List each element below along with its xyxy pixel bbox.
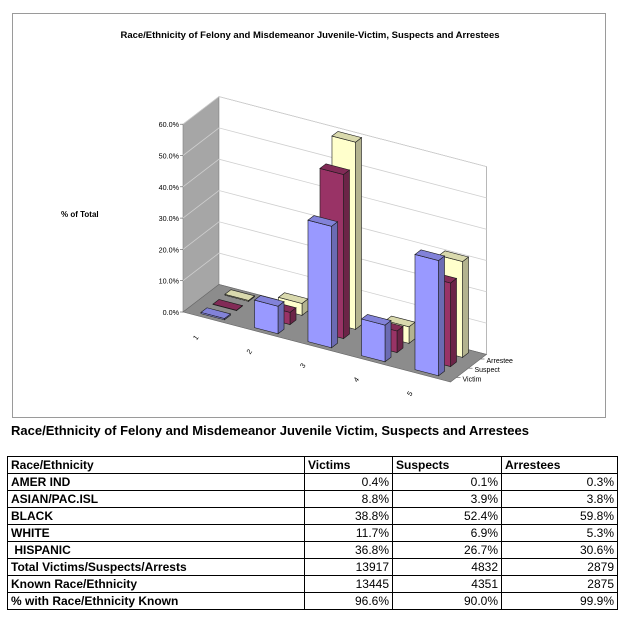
bar-victim-5 — [415, 250, 445, 376]
x-tick-label: 4 — [351, 375, 362, 384]
y-tick-label: 30.0% — [158, 214, 179, 224]
row-label: HISPANIC — [8, 542, 305, 559]
table-cell: 0.3% — [502, 474, 618, 491]
table-cell: 99.9% — [502, 593, 618, 610]
data-table — [7, 456, 618, 610]
table-cell: 3.9% — [393, 491, 502, 508]
table-row — [8, 491, 618, 508]
row-label: ASIAN/PAC.ISL — [8, 491, 305, 508]
table-cell: 4351 — [393, 576, 502, 593]
table-row — [8, 593, 618, 610]
row-label: BLACK — [8, 508, 305, 525]
chart-frame — [12, 13, 606, 418]
table-cell: 0.1% — [393, 474, 502, 491]
table-cell: 0.4% — [305, 474, 393, 491]
table-cell: 4832 — [393, 559, 502, 576]
bar-victim-2 — [254, 295, 284, 333]
row-label: Total Victims/Suspects/Arrests — [8, 559, 305, 576]
table-header-row — [8, 457, 618, 474]
y-tick-label: 0.0% — [162, 308, 179, 317]
bar-chart-3d — [13, 14, 607, 419]
header-suspects: Suspects — [393, 457, 502, 474]
bar-victim-4 — [361, 314, 391, 361]
table-row — [8, 542, 618, 559]
x-tick-label: 3 — [297, 361, 308, 370]
table-cell: 13445 — [305, 576, 393, 593]
row-label: % with Race/Ethnicity Known — [8, 593, 305, 610]
header-victims: Victims — [305, 457, 393, 474]
table-cell: 2879 — [502, 559, 618, 576]
table-cell: 90.0% — [393, 593, 502, 610]
table-cell: 5.3% — [502, 525, 618, 542]
table-row — [8, 525, 618, 542]
y-tick-label: 40.0% — [158, 182, 179, 192]
row-label: AMER IND — [8, 474, 305, 491]
table-title: Race/Ethnicity of Felony and Misdemeanor Juvenile Victim, Suspects and Arrestees — [11, 423, 530, 438]
table-cell: 6.9% — [393, 525, 502, 542]
table-cell: 11.7% — [305, 525, 393, 542]
table-cell: 59.8% — [502, 508, 618, 525]
y-tick-label: 50.0% — [158, 151, 179, 161]
y-tick-label: 20.0% — [158, 245, 179, 255]
table-cell: 52.4% — [393, 508, 502, 525]
table-row — [8, 576, 618, 593]
table-cell: 96.6% — [305, 593, 393, 610]
series-label: Suspect — [474, 367, 500, 375]
row-label: Known Race/Ethnicity — [8, 576, 305, 593]
table-row — [8, 559, 618, 576]
x-tick-label: 1 — [190, 333, 201, 342]
y-tick-label: 60.0% — [158, 120, 179, 130]
table-row — [8, 508, 618, 525]
table-cell: 36.8% — [305, 542, 393, 559]
bar-victim-3 — [308, 216, 338, 348]
table-cell: 30.6% — [502, 542, 618, 559]
header-arrestees: Arrestees — [502, 457, 618, 474]
y-axis-label: % of Total — [61, 210, 99, 219]
y-tick-label: 10.0% — [158, 276, 179, 286]
table-cell: 26.7% — [393, 542, 502, 559]
series-label: Arrestee — [486, 358, 513, 365]
series-label: Victim — [462, 376, 482, 384]
table-cell: 8.8% — [305, 491, 393, 508]
table-row — [8, 474, 618, 491]
x-tick-label: 2 — [244, 347, 255, 356]
header-race-ethnicity: Race/Ethnicity — [8, 457, 305, 474]
chart-title: Race/Ethnicity of Felony and Misdemeanor Juvenile-Victim, Suspects and Arrestees — [120, 30, 500, 41]
table-cell: 2875 — [502, 576, 618, 593]
table-cell: 38.8% — [305, 508, 393, 525]
x-tick-label: 5 — [404, 389, 415, 398]
row-label: WHITE — [8, 525, 305, 542]
table-cell: 13917 — [305, 559, 393, 576]
table-cell: 3.8% — [502, 491, 618, 508]
